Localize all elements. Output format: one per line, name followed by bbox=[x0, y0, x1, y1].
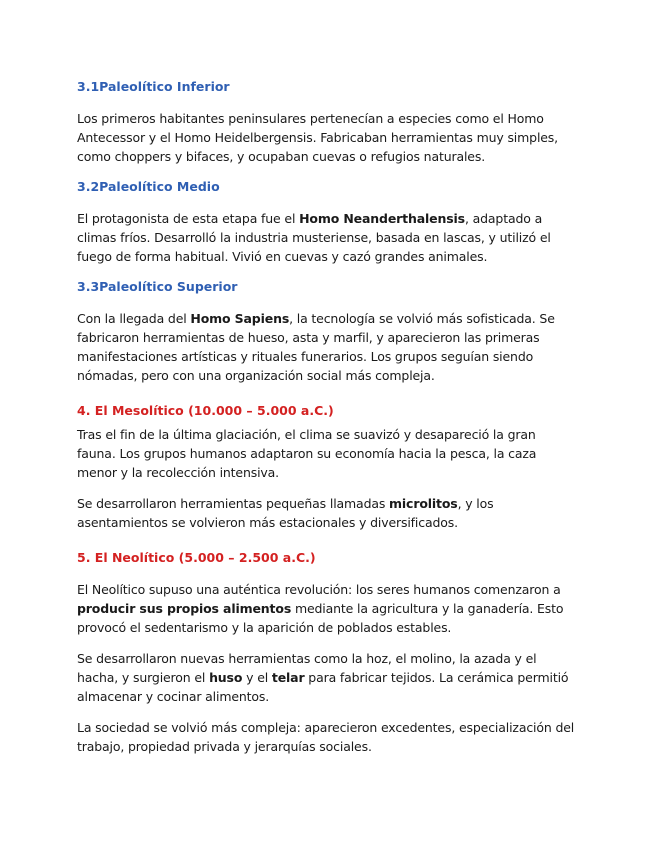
document-page bbox=[77, 70, 577, 756]
bold-term-huso: huso bbox=[209, 670, 243, 685]
paragraph-neolitico-3: La sociedad se volvió más compleja: aparecieron excedentes, especialización del trabajo, propiedad privada y jerarquías sociales. bbox=[77, 720, 575, 754]
text-run: mediante la agricultura y la ganadería. Esto provocó el sedentarismo y la aparición de poblados estables. bbox=[77, 601, 564, 635]
text-run: , y los asentamientos se volvieron más estacionales y diversificados. bbox=[77, 496, 494, 530]
paragraph-neolitico-2 bbox=[77, 649, 577, 706]
text-run: Con la llegada del bbox=[77, 311, 191, 326]
heading-paleolitico-inferior: 3.1Paleolítico Inferior bbox=[77, 79, 230, 94]
paragraph-neolitico-1 bbox=[77, 580, 577, 637]
heading-mesolitico: 4. El Mesolítico (10.000 – 5.000 a.C.) bbox=[77, 403, 334, 418]
bold-term-telar: telar bbox=[271, 670, 305, 685]
text-run: para fabricar tejidos. La cerámica permitió almacenar y cocinar alimentos. bbox=[77, 670, 569, 704]
heading-paleolitico-medio: 3.2Paleolítico Medio bbox=[77, 179, 220, 194]
text-run: El Neolítico supuso una auténtica revolución: los seres humanos comenzaron a bbox=[77, 582, 561, 597]
paragraph-paleolitico-superior bbox=[77, 309, 577, 385]
bold-term-alimentos: producir sus propios alimentos bbox=[77, 601, 292, 616]
bold-term-sapiens: Homo Sapiens bbox=[190, 311, 290, 326]
paragraph-paleolitico-medio bbox=[77, 209, 577, 266]
text-run: Se desarrollaron nuevas herramientas como la hoz, el molino, la azada y el hacha, y surgieron el bbox=[77, 651, 537, 685]
text-run: , adaptado a climas fríos. Desarrolló la industria musteriense, basada en lascas, y utilizó el fuego de forma habitual. Vivió en cuevas y cazó grandes animales. bbox=[77, 211, 551, 264]
text-run: , la tecnología se volvió más sofisticada. Se fabricaron herramientas de hueso, asta y marfil, y aparecieron las primeras manifestaciones artísticas y rituales funerarios. Los grupos seguían siendo nómadas, pero con una organización social más compleja. bbox=[77, 311, 555, 383]
text-run: y el bbox=[242, 670, 272, 685]
bold-term-neanderthalensis: Homo Neanderthalensis bbox=[299, 211, 465, 226]
text-run: Se desarrollaron herramientas pequeñas llamadas bbox=[77, 496, 390, 511]
heading-neolitico: 5. El Neolítico (5.000 – 2.500 a.C.) bbox=[77, 550, 316, 565]
paragraph-paleolitico-inferior: Los primeros habitantes peninsulares pertenecían a especies como el Homo Antecessor y el Homo Heidelbergensis. Fabricaban herramientas muy simples, como choppers y bifaces, y ocupaban cuevas o refugios naturales. bbox=[77, 111, 558, 164]
paragraph-mesolitico-2 bbox=[77, 494, 577, 532]
paragraph-mesolitico-1: Tras el fin de la última glaciación, el clima se suavizó y desapareció la gran fauna. Los grupos humanos adaptaron su economía hacia la pesca, la caza menor y la recolección intensiva. bbox=[77, 427, 537, 480]
bold-term-microlitos: microlitos bbox=[389, 496, 458, 511]
heading-paleolitico-superior: 3.3Paleolítico Superior bbox=[77, 279, 238, 294]
text-run: El protagonista de esta etapa fue el bbox=[77, 211, 300, 226]
